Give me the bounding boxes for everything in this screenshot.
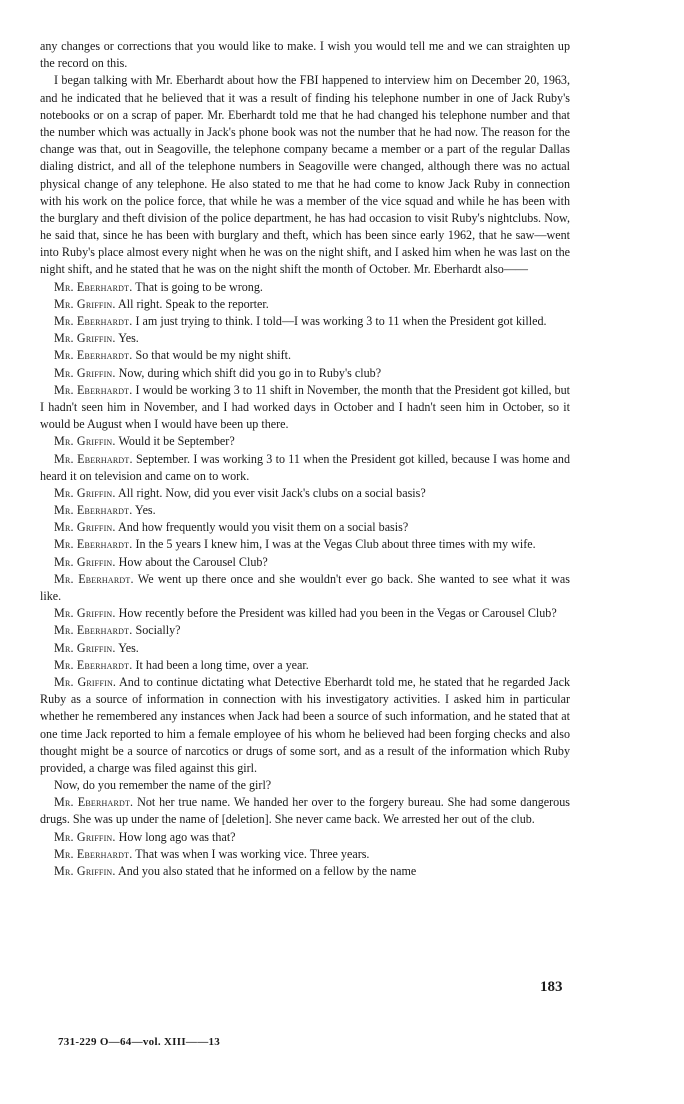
dialogue-text: All right. Speak to the reporter. (115, 296, 269, 311)
speaker-name: Mr. Eberhardt. (54, 348, 133, 363)
speaker-name: Mr. Griffin. (54, 640, 116, 655)
speaker-name: Mr. Griffin. (54, 520, 116, 535)
dialogue-text: How long ago was that? (115, 829, 236, 844)
dialogue-entry (40, 485, 570, 502)
dialogue-text: I am just trying to think. I told—I was working 3 to 11 when the President got killed. (132, 314, 547, 328)
paragraph-continuation: any changes or corrections that you would like to make. I wish you would tell me and we can straighten up the record on this. (40, 39, 570, 71)
page-number: 183 (540, 979, 563, 995)
speaker-name: Mr. Eberhardt. (54, 314, 133, 328)
speaker-name: Mr. Griffin. (54, 674, 117, 689)
speaker-name: Mr. Griffin. (54, 296, 116, 311)
dialogue-text: How about the Carousel Club? (115, 554, 268, 569)
dialogue-entry (40, 622, 570, 639)
dialogue-entry (40, 554, 570, 571)
dialogue-text: September. I was working 3 to 11 when the President got killed, because I was home and heard it on television and came on to work. (40, 451, 570, 483)
speaker-name: Mr. Eberhardt. (54, 571, 134, 586)
dialogue-text: Yes. (115, 331, 139, 346)
speaker-name: Mr. Eberhardt. (54, 451, 133, 466)
dialogue-entry (40, 279, 570, 296)
dialogue-list (40, 279, 570, 881)
dialogue-text: It had been a long time, over a year. (132, 657, 309, 672)
print-footer: 731-229 O—64—vol. XIII——13 (58, 1036, 221, 1048)
speaker-name: Mr. Eberhardt. (54, 657, 133, 672)
transcript-body (40, 38, 570, 880)
dialogue-entry (40, 347, 570, 364)
speaker-name: Mr. Griffin. (54, 485, 116, 500)
dialogue-text: That is going to be wrong. (132, 279, 263, 294)
dialogue-text: Now, during which shift did you go in to Ruby's club? (115, 365, 382, 380)
speaker-name: Mr. Griffin. (54, 365, 116, 380)
dialogue-entry (40, 640, 570, 657)
speaker-name: Mr. Griffin. (54, 434, 116, 449)
dialogue-text: In the 5 years I knew him, I was at the Vegas Club about three times with my wife. (132, 537, 536, 552)
dialogue-entry (40, 451, 570, 485)
dialogue-entry (40, 863, 570, 880)
paragraph-narrative: I began talking with Mr. Eberhardt about how the FBI happened to interview him on December 20, 1963, and he indicated that he believed that it was a result of finding his telephone number in one of Jack Ruby's notebooks or on a scrap of paper. Mr. Eberhardt told me that he had changed his telephone number and that the number which was actually in Jack's phone book was not the number that he had now. The reason for the change was that, out in Seagoville, the telephone company became a member or a part of the regular Dallas dialing district, and all of the telephone numbers in Seagoville were changed, although there was no actual physical change of any telephone. He also stated to me that he had come to know Jack Ruby in connection with his work on the police force, that while he was a member of the vice squad and while he has been with the burglary and theft division of the police department, he has had occasion to visit Ruby's nightclubs. Now, he said that, since he has been with burglary and theft, which has been since early 1962, that he saw—went into Ruby's place almost every night when he was on the night shift, and I asked him when he was last on the night shift, and he stated that he was on the night shift the month of October. Mr. Eberhardt also—— (40, 73, 570, 277)
dialogue-entry (40, 313, 570, 330)
dialogue-entry (40, 365, 570, 382)
dialogue-text: Not her true name. We handed her over to the forgery bureau. She had some dangerous drugs. She was up under the name of [deletion]. She never came back. We arrested her out of the club. (40, 795, 570, 827)
dialogue-text: Would it be September? (115, 434, 235, 449)
dialogue-entry (40, 536, 570, 553)
dialogue-text: Socially? (132, 623, 181, 638)
dialogue-text: That was when I was working vice. Three years. (132, 846, 370, 861)
dialogue-text: I would be working 3 to 11 shift in November, the month that the President got killed, but I hadn't seen him in November, and I had worked days in October and I hadn't seen him in October, so it would be August when I would have been up there. (40, 382, 570, 432)
speaker-name: Mr. Eberhardt. (54, 382, 133, 397)
speaker-name: Mr. Griffin. (54, 829, 116, 844)
dialogue-entry (40, 330, 570, 347)
dialogue-entry (40, 674, 570, 777)
dialogue-text: So that would be my night shift. (132, 348, 292, 363)
dialogue-entry (40, 296, 570, 313)
dialogue-entry (40, 777, 570, 794)
dialogue-entry (40, 605, 570, 622)
dialogue-entry (40, 829, 570, 846)
speaker-name: Mr. Griffin. (54, 554, 116, 569)
dialogue-entry (40, 571, 570, 605)
dialogue-text: All right. Now, did you ever visit Jack's clubs on a social basis? (115, 485, 426, 500)
dialogue-entry (40, 657, 570, 674)
speaker-name: Mr. Griffin. (54, 331, 116, 346)
speaker-name: Mr. Eberhardt. (54, 623, 133, 638)
speaker-name: Mr. Eberhardt. (54, 795, 134, 810)
dialogue-text: How recently before the President was killed had you been in the Vegas or Carousel Club? (115, 606, 557, 621)
dialogue-text: And to continue dictating what Detective Eberhardt told me, he stated that he regarded Jack Ruby as a source of information in connection with his investigatory activities. I asked him in particular whether he remembered any instances when Jack had been a source of such information, and he stated that at one time Jack reported to him a female employee of his whom he believed had been forging checks and also thought might be a source of narcotics or drugs of some sort, and as a result of the information which Ruby provided, a charge was filed against this girl. (40, 674, 571, 775)
dialogue-entry (40, 382, 570, 434)
dialogue-entry (40, 794, 570, 828)
speaker-name: Mr. Eberhardt. (54, 503, 133, 518)
speaker-name: Mr. Eberhardt. (54, 537, 133, 552)
speaker-name: Mr. Eberhardt. (54, 279, 133, 294)
dialogue-entry (40, 433, 570, 450)
dialogue-entry (40, 846, 570, 863)
speaker-name: Mr. Eberhardt. (54, 846, 133, 861)
dialogue-text: Now, do you remember the name of the girl? (54, 778, 272, 793)
speaker-name: Mr. Griffin. (54, 606, 116, 621)
dialogue-text: And how frequently would you visit them on a social basis? (115, 520, 409, 535)
dialogue-text: Yes. (115, 640, 139, 655)
speaker-name: Mr. Griffin. (54, 864, 116, 878)
dialogue-entry (40, 502, 570, 519)
dialogue-text: Yes. (132, 503, 156, 518)
dialogue-text: We went up there once and she wouldn't ever go back. She wanted to see what it was like. (40, 571, 570, 603)
dialogue-entry (40, 519, 570, 536)
dialogue-text: And you also stated that he informed on a fellow by the name (115, 864, 417, 878)
